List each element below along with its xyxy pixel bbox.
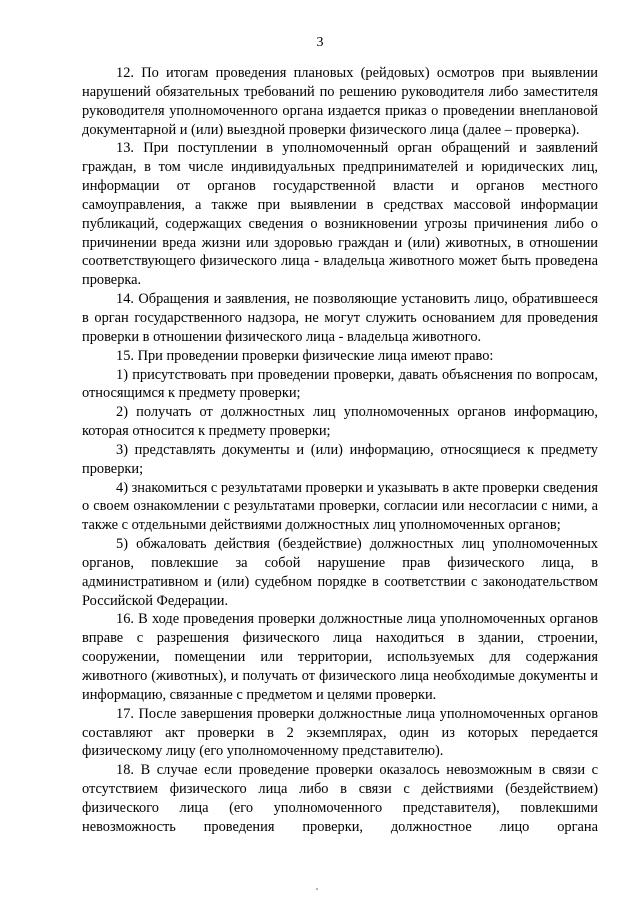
paragraph-15: 15. При проведении проверки физические лица имеют право:	[116, 347, 494, 364]
scan-dot	[316, 888, 318, 890]
list-item-3: 3) представлять документы и (или) информацию, относящиеся к предмету проверки;	[82, 441, 598, 477]
list-item-2: 2) получать от должностных лиц уполномоченных органов информацию, которая относится к предмету проверки;	[82, 404, 598, 440]
paragraph-14: 14. Обращения и заявления, не позволяющие установить лицо, обратившееся в орган государственного надзора, не могут служить основанием для проведения проверки в отношении физического лица - владельца животного.	[82, 291, 598, 345]
paragraph-16: 16. В ходе проведения проверки должностные лица уполномоченных органов вправе с разрешения физического лица находиться в здании, строении, сооружении, помещении или территории, используемых для содержания животного (животных), и получать от физического лица необходимые документы и информацию, связанные с предметом и целями проверки.	[82, 611, 598, 703]
paragraph-17: 17. После завершения проверки должностные лица уполномоченных органов составляют акт проверки в 2 экземплярах, один из которых передается физическому лицу (его уполномоченному представителю).	[82, 705, 598, 760]
list-item-4: 4) знакомиться с результатами проверки и указывать в акте проверки сведения о своем ознакомлении с результатами проверки, согласии или несогласии с ними, а также с отдельными действиями должностных лиц уполномоченных органов;	[82, 479, 598, 534]
document-body	[82, 64, 598, 837]
paragraph-18: 18. В случае если проведение проверки оказалось невозможным в связи с отсутствием физического лица либо в связи с действиями (бездействием) физического лица (его уполномоченного представителя), повлекшими невозможность проведения проверки, должностное лицо органа	[82, 762, 598, 835]
list-item-1: 1) присутствовать при проведении проверки, давать объяснения по вопросам, относящимся к предмету проверки;	[82, 366, 598, 402]
page-number: 3	[316, 35, 324, 50]
list-item-5: 5) обжаловать действия (бездействие) должностных лиц уполномоченных органов, повлекшие за собой нарушение прав физического лица, в административном и (или) судебном порядке в соответствии с законодательством Российской Федерации.	[82, 536, 598, 609]
paragraph-13: 13. При поступлении в уполномоченный орган обращений и заявлений граждан, в том числе индивидуальных предпринимателей и юридических лиц, информации от органов государственной власти и органов местного самоуправления, а также при выявлении в средствах массовой информации публикаций, содержащих сведения о возникновении угрозы причинения либо о причинении вреда жизни или здоровью граждан и (или) животных, в отношении соответствующего физического лица - владельца животного может быть проведена проверка.	[82, 140, 598, 289]
paragraph-12: 12. По итогам проведения плановых (рейдовых) осмотров при выявлении нарушений обязательных требований по решению руководителя либо заместителя руководителя уполномоченного органа издается приказ о проведении внеплановой документарной и (или) выездной проверки физического лица (далее – проверка).	[82, 65, 598, 138]
